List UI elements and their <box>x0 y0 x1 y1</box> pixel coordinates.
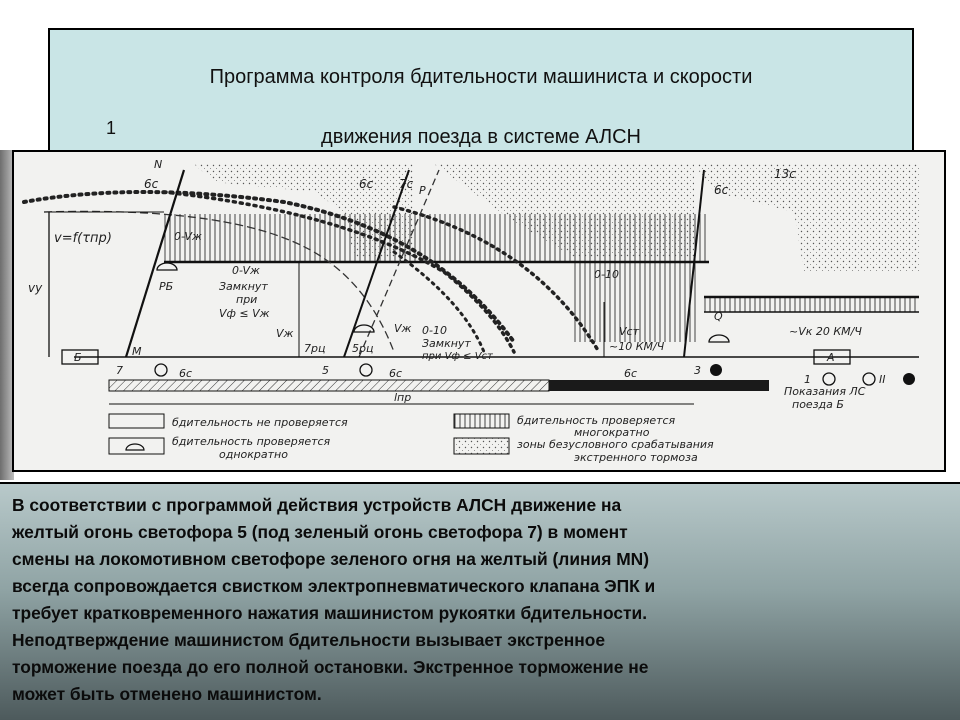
label-vst: Vст <box>619 325 639 338</box>
description-line: торможение поезда до его полной остановки. Экстренное торможение не <box>12 657 649 677</box>
label-13c: 13с <box>774 167 796 181</box>
description-line: Неподтверждение машинистом бдительности вызывает экстренное <box>12 630 606 650</box>
label-n1: 1 <box>804 373 811 386</box>
label-vzh-a: Vж <box>276 327 294 340</box>
label-m: M <box>132 345 142 358</box>
label-6c-a: 6c <box>144 177 159 191</box>
label-7c: 7c <box>399 177 414 191</box>
label-vzh-b: Vж <box>394 322 412 335</box>
label-zamknut-1: Замкнут <box>219 280 268 293</box>
slide-number: 1 <box>106 118 117 138</box>
ind-2 <box>863 373 875 385</box>
label-010-b: 0-10 <box>594 268 619 281</box>
legend-label-not-checked: бдительность не проверяется <box>172 416 348 429</box>
legend-swatch-dots <box>454 438 509 454</box>
description-line: требует кратковременного нажатия машинистом рукоятки бдительности. <box>12 603 648 623</box>
ind-3 <box>903 373 915 385</box>
label-cond-1: Vф ≤ Vж <box>219 307 270 320</box>
label-lnp: lпр <box>394 391 412 404</box>
diagram-svg <box>14 152 944 470</box>
label-n5: 5 <box>322 364 329 377</box>
label-6c-b: 6с <box>359 177 374 191</box>
signal-5-lamp <box>360 364 372 376</box>
alsn-diagram <box>12 150 946 472</box>
label-bar-6c-3: 6с <box>624 367 638 380</box>
description-line: смены на локомотивном светофоре зеленого огня на желтый (линия MN) <box>12 549 650 569</box>
label-n: N <box>154 158 163 171</box>
label-bar-6c-2: 6с <box>389 367 403 380</box>
label-6c-c: 6с <box>714 183 729 197</box>
label-vy: vy <box>28 281 43 295</box>
bar-solid <box>549 380 769 391</box>
line-mn <box>126 170 184 357</box>
description-line: желтый огонь светофора 5 (под зеленый огонь светофора 7) в момент <box>12 522 628 542</box>
description-line: может быть отменено машинистом. <box>12 684 322 704</box>
label-10kmh: ~10 КМ/Ч <box>609 340 665 353</box>
label-sig-a: А <box>827 351 835 364</box>
label-n7: 7 <box>116 364 123 377</box>
label-cond-2: при Vф ≤ Vст <box>422 351 493 362</box>
label-0vzh-2: 0-Vж <box>232 264 260 277</box>
slide-title-line2: движения поезда в системе АЛСН <box>321 126 641 148</box>
label-pri-1: при <box>236 293 258 306</box>
signal-3-lamp <box>710 364 722 376</box>
label-n3: 3 <box>694 364 701 377</box>
handle-symbol-3 <box>709 335 729 342</box>
bar-hatched <box>109 380 549 391</box>
legend-swatch-vlines <box>454 414 509 428</box>
legend-label-once-1: бдительность проверяется <box>172 435 331 448</box>
label-010: 0-10 <box>422 324 447 337</box>
legend-label-emergency-2: экстренного тормоза <box>574 451 698 464</box>
label-indications: Показания ЛС <box>784 385 866 398</box>
label-formula: v=f(τпр) <box>54 231 112 246</box>
label-bar-6c-1: 6с <box>179 367 193 380</box>
label-rb: РБ <box>159 280 174 293</box>
legend-swatch-plain <box>109 414 164 428</box>
legend-handle-icon <box>126 444 144 450</box>
legend-swatch-handle <box>109 438 164 454</box>
label-train-b: поезда Б <box>792 398 844 411</box>
description-line: всегда сопровождается свистком электропневматического клапана ЭПК и <box>12 576 656 596</box>
label-q: Q <box>714 310 723 323</box>
slide-title-box <box>48 28 914 158</box>
legend-label-once-2: однократно <box>219 448 288 461</box>
handle-symbol-1 <box>157 263 177 270</box>
label-7rc: 7рц <box>304 342 326 355</box>
multi-check-zone-3 <box>704 297 919 312</box>
label-5rc: 5рц <box>352 342 374 355</box>
slide-title-line1: Программа контроля бдительности машиниста и скорости <box>209 66 753 88</box>
legend-label-emergency-1: зоны безусловного срабатывания <box>517 438 714 451</box>
description-text <box>12 492 950 708</box>
legend-label-many-2: многократно <box>574 426 650 439</box>
handle-symbol-2 <box>354 325 374 332</box>
label-0vzh: 0-Vж <box>174 230 202 243</box>
label-sig-b: Б <box>74 351 82 364</box>
label-zamknut-2: Замкнут <box>422 337 471 350</box>
description-box <box>0 482 960 720</box>
signal-7-lamp <box>155 364 167 376</box>
description-line: В соответствии с программой действия устройств АЛСН движение на <box>12 495 622 515</box>
label-vk: ~Vк 20 КМ/Ч <box>789 325 862 338</box>
label-n2: II <box>879 373 886 386</box>
label-p: P <box>419 184 426 197</box>
legend-label-many-1: бдительность проверяется <box>517 414 676 427</box>
ind-1 <box>823 373 835 385</box>
